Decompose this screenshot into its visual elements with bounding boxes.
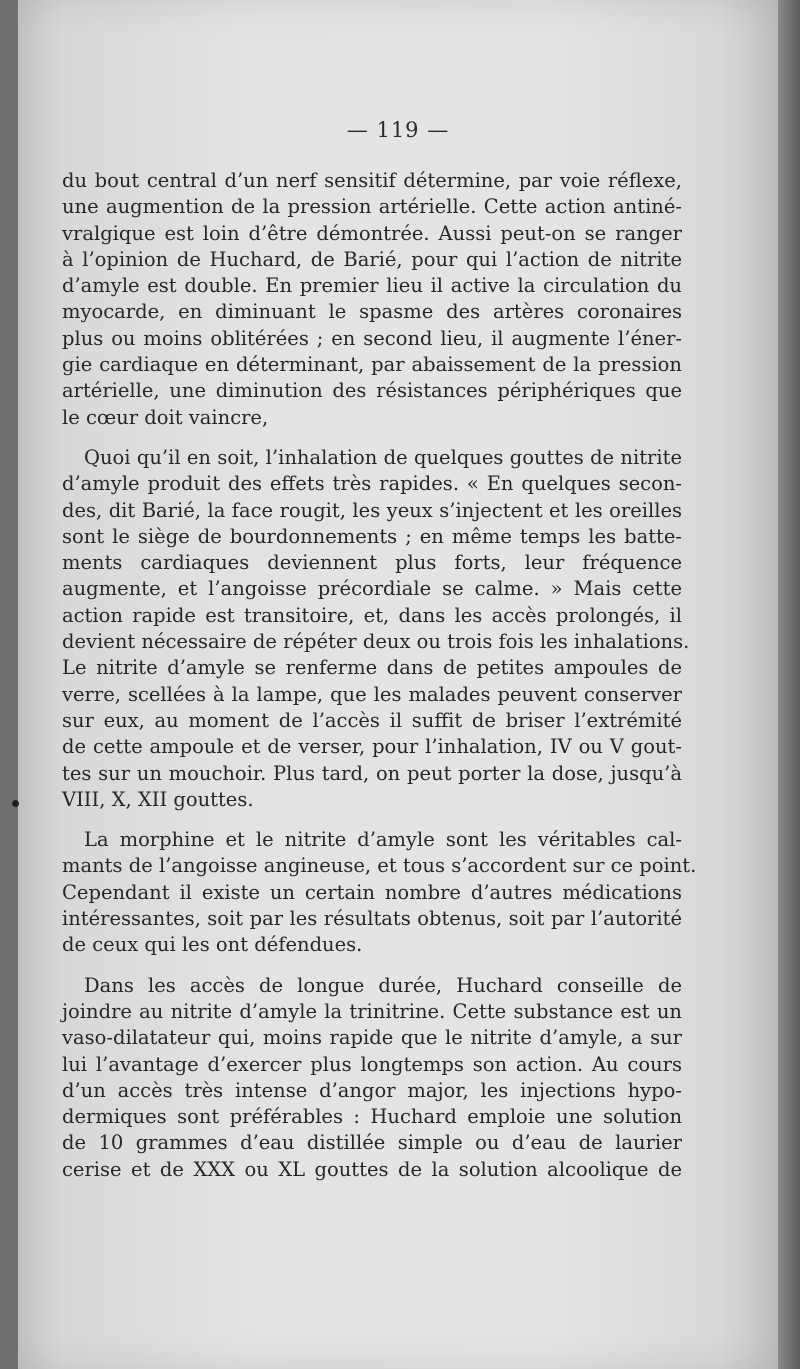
text-line: sur eux, au moment de l’accès il suffit de briser l’extrémité bbox=[62, 708, 682, 732]
text-line: action rapide est transitoire, et, dans les accès prolongés, il bbox=[62, 603, 682, 627]
text-line: le cœur doit vaincre, bbox=[62, 405, 269, 429]
text-line: VIII, X, XII gouttes. bbox=[62, 787, 254, 811]
text-line: à l’opinion de Huchard, de Barié, pour qui l’action de nitrite bbox=[62, 247, 682, 271]
text-line: sont le siège de bourdonnements ; en même temps les batte- bbox=[62, 524, 682, 548]
text-line: La morphine et le nitrite d’amyle sont les véritables cal- bbox=[84, 828, 682, 852]
paragraph bbox=[62, 445, 690, 813]
text-line: plus ou moins oblitérées ; en second lieu, il augmente l’éner- bbox=[62, 326, 682, 350]
text-line: ments cardiaques deviennent plus forts, leur fréquence bbox=[62, 551, 682, 575]
scan-edge bbox=[778, 0, 800, 1369]
margin-mark bbox=[12, 800, 19, 807]
text-line: dermiques sont préférables : Huchard emploie une solution bbox=[62, 1105, 682, 1129]
text-line: Le nitrite d’amyle se renferme dans de petites ampoules de bbox=[62, 656, 682, 680]
book-page bbox=[18, 0, 778, 1369]
text-line: intéressantes, soit par les résultats obtenus, soit par l’autorité bbox=[62, 907, 682, 931]
text-line: mants de l’angoisse angineuse, et tous s’accordent sur ce point. bbox=[62, 854, 697, 878]
paragraph bbox=[62, 827, 697, 958]
text-line: d’un accès très intense d’angor major, les injections hypo- bbox=[62, 1078, 682, 1102]
text-line: de ceux qui les ont défendues. bbox=[62, 933, 363, 957]
body-text bbox=[62, 168, 697, 1197]
text-line: vralgique est loin d’être démontrée. Aussi peut-on se ranger bbox=[62, 221, 682, 245]
text-line: vaso-dilatateur qui, moins rapide que le nitrite d’amyle, a sur bbox=[62, 1026, 682, 1050]
text-line: d’amyle produit des effets très rapides. « En quelques secon- bbox=[62, 472, 682, 496]
text-line: joindre au nitrite d’amyle la trinitrine. Cette substance est un bbox=[62, 999, 682, 1023]
page-number: — 119 — bbox=[346, 118, 450, 142]
text-line: de 10 grammes d’eau distillée simple ou d’eau de laurier bbox=[62, 1131, 682, 1155]
text-line: des, dit Barié, la face rougit, les yeux s’injectent et les oreilles bbox=[62, 498, 682, 522]
paragraph bbox=[62, 973, 682, 1183]
text-line: Cependant il existe un certain nombre d’autres médications bbox=[62, 880, 682, 904]
text-line: gie cardiaque en déterminant, par abaissement de la pression bbox=[62, 353, 682, 377]
text-line: du bout central d’un nerf sensitif détermine, par voie réflexe, bbox=[62, 169, 682, 192]
text-line: lui l’avantage d’exercer plus longtemps son action. Au cours bbox=[62, 1052, 682, 1076]
text-line: devient nécessaire de répéter deux ou trois fois les inhalations. bbox=[62, 630, 690, 654]
paragraph bbox=[62, 168, 682, 431]
text-line: d’amyle est double. En premier lieu il active la circulation du bbox=[62, 274, 682, 298]
text-line: augmente, et l’angoisse précordiale se calme. » Mais cette bbox=[62, 577, 682, 601]
text-line: une augmention de la pression artérielle. Cette action antiné- bbox=[62, 195, 682, 219]
text-line: de cette ampoule et de verser, pour l’inhalation, IV ou V gout- bbox=[62, 735, 682, 759]
text-line: verre, scellées à la lampe, que les malades peuvent conserver bbox=[62, 682, 682, 706]
text-line: Dans les accès de longue durée, Huchard conseille de bbox=[84, 973, 682, 997]
text-line: tes sur un mouchoir. Plus tard, on peut porter la dose, jusqu’à bbox=[62, 761, 682, 785]
text-line: myocarde, en diminuant le spasme des artères coronaires bbox=[62, 300, 682, 324]
text-line: cerise et de XXX ou XL gouttes de la solution alcoolique de bbox=[62, 1157, 682, 1181]
text-line: artérielle, une diminution des résistances périphériques que bbox=[62, 379, 682, 403]
text-line: Quoi qu’il en soit, l’inhalation de quelques gouttes de nitrite bbox=[84, 445, 682, 469]
